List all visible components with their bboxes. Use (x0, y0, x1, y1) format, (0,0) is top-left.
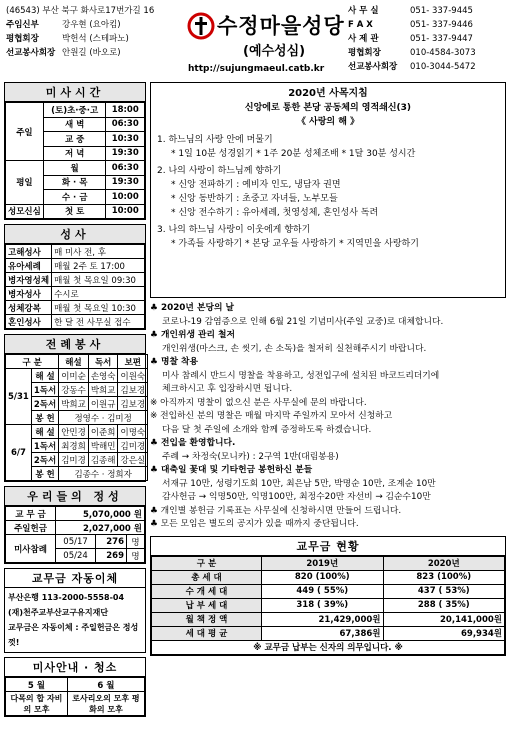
mass-group-label: 평일 (6, 161, 44, 205)
news-line: 코로나-19 감염증으로 인해 6월 21일 기념미사(주일 교중)로 대체합니다. (162, 316, 444, 327)
contact-label: 사 제 관 (348, 34, 379, 44)
header (4, 4, 506, 78)
column-header: 독서 (88, 355, 118, 369)
sacrament-info: 매 미사 전, 후 (52, 245, 145, 259)
sacrament-info: 수시로 (52, 287, 145, 301)
table-row (6, 273, 145, 287)
news-line: 미사 참례시 반드시 명찰을 착용하고, 성전입구에 설치된 바코드리더기에 (162, 370, 440, 381)
column-header: 해설 (59, 355, 89, 369)
mission-row (6, 46, 186, 60)
table-row (152, 556, 505, 570)
news-heading: ♣ 개인위생 관리 철저 (150, 330, 236, 340)
news-heading: ♣ 명찰 착용 (150, 357, 199, 367)
pastor-value: 강우현 (요아킴) (62, 20, 121, 30)
fund-value: 437 ( 53%) (383, 584, 505, 598)
news-item (150, 505, 506, 519)
news-line: 감사헌금 → 익명50만, 익명100만, 최정수20만 자선비 → 김순수10만 (162, 492, 431, 502)
week-date: 5/31 (6, 369, 32, 425)
column-header: 구 분 (6, 355, 59, 369)
news-heading: ♣ 전입을 환영합니다. (150, 438, 236, 448)
liturgy-title: 전례봉사 (5, 335, 145, 354)
mass-slot: 수 · 금 (43, 190, 106, 205)
role: 2독서 (31, 397, 58, 411)
mass-slot: 새 벽 (43, 117, 106, 132)
liturgy-box (4, 334, 146, 482)
sacraments-box (4, 224, 146, 330)
month-label: 6 월 (67, 678, 144, 692)
contact-label: F A X (348, 20, 373, 30)
guideline-section (157, 133, 499, 161)
attendance-date: 05/24 (56, 549, 96, 563)
parish-logo (187, 10, 347, 62)
council-label: 평협회장 (6, 34, 39, 44)
guideline-subtitle: 신앙에로 통한 본당 공동체의 영적쇄신(3) (244, 103, 412, 113)
pastoral-guideline-box (150, 82, 506, 298)
news-item (150, 397, 506, 411)
sacrament-name: 고해성사 (6, 245, 52, 259)
offering-label: 주일헌금 (6, 521, 56, 535)
attendance-unit: 명 (127, 549, 145, 563)
minister: 손영숙 (88, 369, 118, 383)
mass-slot: 첫 토 (43, 204, 106, 219)
minister: 이원숙 (118, 369, 148, 383)
council-value: 박헌석 (스테파노) (62, 34, 129, 44)
section-heading: 1. 하느님의 사랑 안에 머물기 (157, 135, 273, 145)
minister: 김미경 (118, 439, 148, 453)
liturgy-table (5, 354, 148, 481)
offering-amount: 2,027,000 원 (56, 521, 145, 535)
news-heading: ♣ 개인별 봉헌금 기록표는 사무실에 신청하시면 만들어 드립니다. (150, 505, 402, 516)
minister: 김미경 (59, 453, 89, 467)
fund-value: 449 ( 55%) (262, 584, 384, 598)
minister: 박희교 (59, 397, 89, 411)
minister: 김종해 (88, 453, 118, 467)
mass-guide-table (5, 677, 145, 716)
mission-label: 선교봉사회장 (6, 48, 56, 58)
table-row (6, 678, 145, 692)
mass-guide-title: 미사안내 · 청소 (5, 658, 145, 677)
guideline-title: 2020년 사목지침 (288, 88, 368, 99)
sacraments-table (5, 244, 145, 329)
contact-label: 사 무 실 (348, 6, 379, 16)
column-header: 2020년 (383, 556, 505, 570)
fund-value: 21,429,000원 (262, 612, 384, 626)
news-heading: ♣ 2020년 본당의 날 (150, 303, 235, 313)
section-line: * 신앙 동반하기 : 초중고 자녀들, 노부모들 (171, 194, 338, 204)
column-header: 구 분 (152, 556, 262, 570)
mass-time: 06:30 (106, 161, 145, 176)
fund-value: 20,141,000원 (383, 612, 505, 626)
table-row (6, 245, 145, 259)
minister: 강동수 (59, 383, 89, 397)
section-line: * 가족들 사랑하기 * 본당 교우들 사랑하기 * 지역민을 사랑하기 (171, 239, 419, 249)
table-row (152, 598, 505, 612)
section-heading: 2. 나의 사랑이 하느님께 향하기 (157, 166, 282, 176)
header-right-contacts (348, 4, 508, 74)
mass-group-label: 주일 (6, 103, 44, 161)
section-line: * 1일 10분 성경읽기 * 1주 20분 성체조배 * 1달 30분 성시간 (171, 149, 416, 159)
fund-value: 288 ( 35%) (383, 598, 505, 612)
minister: 최경희 (59, 439, 89, 453)
fund-value: 823 (100%) (383, 570, 505, 584)
mass-slot: (토)초·중·고 (43, 103, 106, 118)
contact-rectory (348, 32, 508, 46)
mass-times-title: 미사시간 (5, 83, 145, 102)
fund-value: 318 ( 39%) (262, 598, 384, 612)
mass-time: 19:30 (106, 175, 145, 190)
tithe-footnote: ※ 교무금 납부는 신자의 의무입니다. ※ (152, 640, 505, 654)
table-row (6, 315, 145, 329)
council-row (6, 32, 186, 46)
mass-time: 18:00 (106, 103, 145, 118)
mass-time: 10:30 (106, 132, 145, 147)
news-item (150, 464, 506, 505)
table-row (6, 161, 145, 176)
minister: 안민경 (59, 425, 89, 439)
section-line: * 신앙 전파하기 : 예비자 인도, 냉담자 권면 (171, 180, 341, 190)
address-row (6, 4, 186, 18)
table-row (152, 570, 505, 584)
news-line: 개인위생(마스크, 손 씻기, 손 소독)을 철저히 실천해주시기 바랍니다. (162, 343, 427, 354)
fund-label: 납 부 세 대 (152, 598, 262, 612)
announcements (150, 302, 506, 532)
autopay-details (5, 588, 145, 652)
minister: 정영수 · 김미정 (59, 411, 148, 425)
role: 2독서 (31, 453, 58, 467)
sacrament-name: 병자영성체 (6, 273, 52, 287)
news-item (150, 302, 506, 329)
contact-value: 051- 337-9447 (410, 34, 473, 44)
role: 해 설 (31, 369, 58, 383)
offering-label: 교 무 금 (6, 507, 56, 521)
role: 1독서 (31, 439, 58, 453)
table-row (6, 521, 145, 535)
bank-account: 부산은행 113-2000-5558-04 (8, 593, 125, 602)
contact-value: 051- 337-9445 (410, 6, 473, 16)
table-row (152, 640, 505, 654)
table-row (6, 259, 145, 273)
news-heading: ※ 아직까지 명찰이 없으신 분은 사무실에 문의 바랍니다. (150, 397, 367, 408)
mass-times-box (4, 82, 146, 220)
news-line: 서재규 10만, 성령기도회 10만, 최은남 5만, 박명순 10만, 조계순 10만 (162, 478, 436, 489)
section-heading: 3. 나의 하느님 사랑이 이웃에게 향하기 (157, 225, 311, 235)
fund-value: 69,934원 (383, 626, 505, 640)
column-header: 2019년 (262, 556, 384, 570)
table-row (152, 626, 505, 640)
fund-value: 820 (100%) (262, 570, 384, 584)
offering-box (4, 486, 146, 564)
mass-times-table (5, 102, 145, 219)
mass-slot: 교 중 (43, 132, 106, 147)
mass-time: 10:00 (106, 204, 145, 219)
sacrament-name: 유아세례 (6, 259, 52, 273)
parish-patron: (예수성심) (243, 44, 306, 59)
minister: 김보경 (118, 397, 148, 411)
table-row (152, 612, 505, 626)
contact-value: 010-3044-5472 (410, 62, 476, 72)
section-line: * 신앙 전수하기 : 유아세례, 첫영성체, 혼인성사 독려 (171, 208, 379, 218)
parish-name: 수정마을성당 (217, 14, 345, 38)
guideline-section (157, 223, 499, 251)
news-item (150, 329, 506, 356)
news-line: 다음 달 첫 주일에 소개와 함께 증정하도록 하겠습니다. (162, 424, 372, 435)
church-logo-icon (187, 12, 215, 40)
attendance-unit: 명 (127, 535, 145, 549)
attendance-count: 269 (96, 549, 127, 563)
news-heading: ♣ 대축일 꽃대 및 기타헌금 봉헌하신 분들 (150, 465, 313, 475)
table-row (6, 369, 148, 383)
minister: 이미순 (59, 369, 89, 383)
fund-value: 67,386원 (262, 626, 384, 640)
sacrament-info: 매월 첫 목요일 09:30 (52, 273, 145, 287)
mass-slot: 저 녁 (43, 146, 106, 161)
left-column (4, 82, 146, 721)
minister: 김보경 (118, 383, 148, 397)
table-row (6, 507, 145, 521)
sacrament-name: 혼인성사 (6, 315, 52, 329)
table-row (6, 692, 145, 716)
minister: 강은실 (118, 453, 148, 467)
minister: 이명숙 (118, 425, 148, 439)
table-row (6, 204, 145, 219)
attendance-count: 276 (96, 535, 127, 549)
fund-label: 총 세 대 (152, 570, 262, 584)
sacrament-info: 한 달 전 사무실 접수 (52, 315, 145, 329)
mission-value: 안원길 (바오로) (62, 48, 121, 58)
mass-slot: 월 (43, 161, 106, 176)
table-row (152, 584, 505, 598)
account-holder: (재)천주교부산교구유지재단 (8, 608, 109, 617)
contact-value: 051- 337-9446 (410, 20, 473, 30)
parish-url[interactable]: http://sujungmaeul.catb.kr (188, 64, 325, 74)
mass-slot: 화 · 목 (43, 175, 106, 190)
contact-label: 평협회장 (348, 48, 381, 58)
fund-label: 월 책 정 액 (152, 612, 262, 626)
mass-time: 19:30 (106, 146, 145, 161)
sacrament-info: 매월 2주 토 17:00 (52, 259, 145, 273)
guideline-theme: 《 사랑의 해 》 (296, 117, 360, 127)
fund-label: 수 개 세 대 (152, 584, 262, 598)
table-row (6, 355, 148, 369)
minister: 김종수 · 정희자 (59, 467, 148, 481)
header-left-info (6, 4, 186, 60)
right-column (150, 82, 506, 656)
contact-label: 선교봉사회장 (348, 62, 398, 72)
contact-fax (348, 18, 508, 32)
contact-value: 010-4584-3073 (410, 48, 476, 58)
news-item (150, 410, 506, 437)
role: 봉 헌 (31, 411, 58, 425)
news-item (150, 518, 506, 532)
minister: 이원규 (88, 397, 118, 411)
sacrament-info: 매월 첫 목요일 10:30 (52, 301, 145, 315)
fund-label: 세 대 평 균 (152, 626, 262, 640)
guideline-section (157, 164, 499, 220)
news-heading: ♣ 모든 모임은 별도의 공지가 있을 때까지 중단됩니다. (150, 519, 359, 529)
table-row (6, 103, 145, 118)
sacrament-name: 병자성사 (6, 287, 52, 301)
minister: 박희교 (88, 383, 118, 397)
duty-group: 로사리오의 모후 평화의 모후 (67, 692, 144, 716)
contact-mission (348, 60, 508, 74)
tithe-status-title: 교무금 현황 (151, 537, 505, 556)
duty-group: 다목의 합 자비의 모후 (6, 692, 68, 716)
role: 1독서 (31, 383, 58, 397)
mass-time: 06:30 (106, 117, 145, 132)
autopay-title: 교무금 자동이체 (5, 569, 145, 588)
news-item (150, 356, 506, 397)
table-row (6, 535, 145, 549)
week-date: 6/7 (6, 425, 32, 481)
mass-group-label: 성모신심 (6, 204, 44, 219)
mass-time: 10:00 (106, 190, 145, 205)
news-line: 체크하시고 후 입장하시면 됩니다. (162, 384, 293, 394)
minister: 박해민 (88, 439, 118, 453)
offering-table (5, 506, 145, 563)
autopay-box (4, 568, 146, 653)
minister: 이준희 (88, 425, 118, 439)
column-header: 보편 (118, 355, 148, 369)
role: 해 설 (31, 425, 58, 439)
attendance-label: 미사참례 (6, 535, 56, 563)
month-label: 5 월 (6, 678, 68, 692)
attendance-date: 05/17 (56, 535, 96, 549)
contact-office (348, 4, 508, 18)
offering-title: 우리들의 정성 (5, 487, 145, 506)
mass-guide-box (4, 657, 146, 717)
news-heading: ※ 전입하신 분의 명찰은 매월 마지막 주일까지 모아서 신청하고 (150, 411, 393, 421)
sacraments-title: 성사 (5, 225, 145, 244)
autopay-note: 교무금은 자동이체 : 주일헌금은 정성껏! (8, 623, 139, 647)
contact-council (348, 46, 508, 60)
tithe-status-table (151, 556, 505, 655)
news-item (150, 437, 506, 464)
pastor-label: 주임신부 (6, 20, 39, 30)
pastor-row (6, 18, 186, 32)
table-row (6, 287, 145, 301)
table-row (6, 425, 148, 439)
role: 봉 헌 (31, 467, 58, 481)
table-row (6, 301, 145, 315)
tithe-status-box (150, 536, 506, 656)
sacrament-name: 성체강복 (6, 301, 52, 315)
news-line: 주례 → 차정숙(모니카) : 2구역 1반(대림봉용) (162, 451, 339, 462)
address-text: (46543) 부산 북구 화사로17번가길 16 (6, 6, 155, 16)
offering-amount: 5,070,000 원 (56, 507, 145, 521)
